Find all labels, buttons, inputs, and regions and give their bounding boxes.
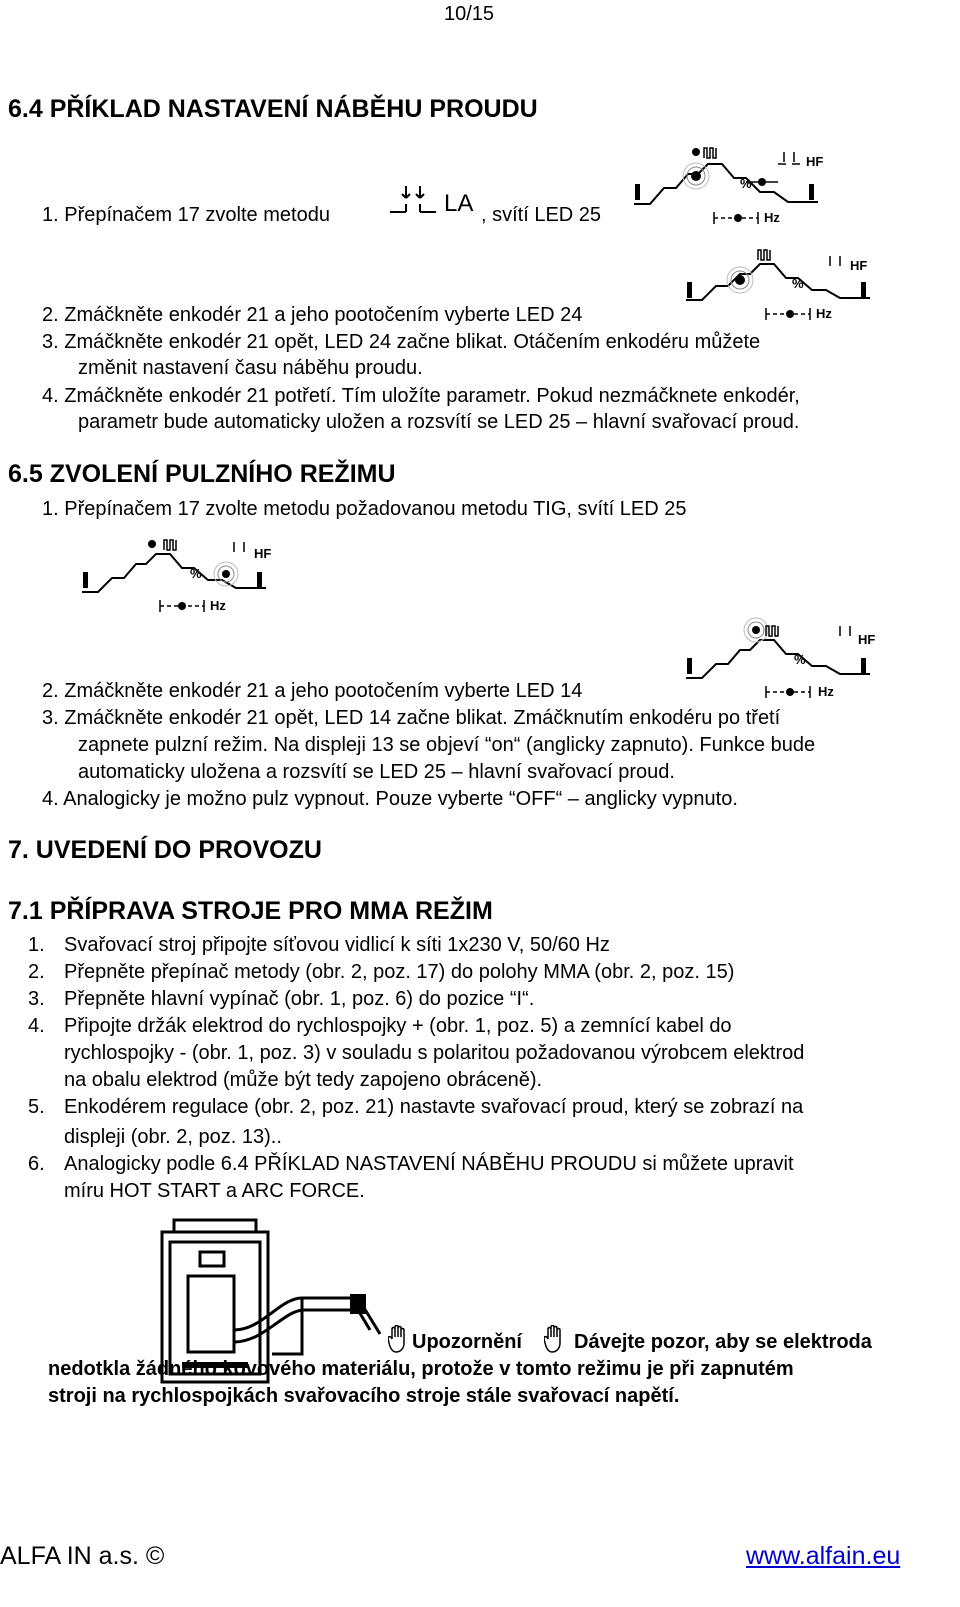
warning-text-line3: stroji na rychlospojkách svařovacího stroje stále svařovací napětí. xyxy=(48,1385,680,1407)
percent-label: % xyxy=(190,566,202,581)
percent-label: % xyxy=(792,276,804,291)
sec65-step4: 4. Analogicky je možno pulz vypnout. Pouze vyberte “OFF“ – anglicky vypnuto. xyxy=(42,788,738,810)
hand-icon xyxy=(544,1325,568,1358)
sec64-step3-line2: změnit nastavení času náběhu proudu. xyxy=(78,357,423,379)
sec65-step3-line3: automaticky uložena a rozsvítí se LED 25 – hlavní svařovací proud. xyxy=(78,761,675,783)
led-panel-diagram xyxy=(680,246,880,328)
sec71-item-num: 6. xyxy=(28,1153,45,1175)
sec65-step3-line1: 3. Zmáčkněte enkodér 21 opět, LED 14 začne blikat. Zmáčknutím enkodéru po třetí xyxy=(42,707,781,729)
hf-label: HF xyxy=(254,546,272,561)
sec71-item-line: míru HOT START a ARC FORCE. xyxy=(64,1180,365,1202)
sec64-step3-line1: 3. Zmáčkněte enkodér 21 opět, LED 24 začne blikat. Otáčením enkodéru můžete xyxy=(42,331,761,353)
warning-label: Upozornění xyxy=(412,1331,522,1353)
sec71-item-line: Analogicky podle 6.4 PŘÍKLAD NASTAVENÍ NÁBĚHU PROUDU si můžete upravit xyxy=(64,1153,794,1175)
page-number: 10/15 xyxy=(444,3,495,25)
la-method-icon xyxy=(388,182,480,222)
warning-text-line2: nedotkla žádného kovového materiálu, protože v tomto režimu je při zapnutém xyxy=(48,1358,794,1380)
sec64-step1-a: 1. Přepínačem 17 zvolte metodu xyxy=(42,204,330,226)
hz-label: Hz xyxy=(210,598,226,613)
sec71-item-line: rychlospojky - (obr. 1, poz. 3) v souladu s polaritou požadovanou výrobcem elektrod xyxy=(64,1042,805,1064)
sec71-item-line: Připojte držák elektrod do rychlospojky + (obr. 1, poz. 5) a zemnící kabel do xyxy=(64,1015,732,1037)
sec71-item-num: 2. xyxy=(28,961,45,983)
hz-label: Hz xyxy=(764,210,780,225)
sec65-step1: 1. Přepínačem 17 zvolte metodu požadovanou metodu TIG, svítí LED 25 xyxy=(42,498,687,520)
sec71-item-num: 1. xyxy=(28,934,45,956)
hf-label: HF xyxy=(858,632,876,647)
hand-icon xyxy=(388,1325,412,1358)
percent-label: % xyxy=(794,652,806,667)
sec71-item-line: Přepněte přepínač metody (obr. 2, poz. 17) do polohy MMA (obr. 2, poz. 15) xyxy=(64,961,735,983)
sec65-step2: 2. Zmáčkněte enkodér 21 a jeho pootočením vyberte LED 14 xyxy=(42,680,583,702)
warning-text-line1: Dávejte pozor, aby se elektroda xyxy=(574,1331,872,1353)
sec64-step2: 2. Zmáčkněte enkodér 21 a jeho pootočením vyberte LED 24 xyxy=(42,304,583,326)
heading-7-1: 7.1 PŘÍPRAVA STROJE PRO MMA REŽIM xyxy=(8,897,493,925)
hf-label: HF xyxy=(850,258,868,273)
sec65-step3-line2: zapnete pulzní režim. Na displeji 13 se objeví “on“ (anglicky zapnuto). Funkce bude xyxy=(78,734,816,756)
led-panel-diagram xyxy=(628,142,828,234)
sec71-item-line: Enkodérem regulace (obr. 2, poz. 21) nastavte svařovací proud, který se zobrazí na xyxy=(64,1096,804,1118)
heading-6-5: 6.5 ZVOLENÍ PULZNÍHO REŽIMU xyxy=(8,460,396,488)
led-panel-diagram xyxy=(680,616,880,704)
hf-label: HF xyxy=(806,154,824,169)
hz-label: Hz xyxy=(816,306,832,321)
sec71-item-num: 4. xyxy=(28,1015,45,1037)
sec71-item-line: na obalu elektrod (může být tedy zapojeno obráceně). xyxy=(64,1069,543,1091)
percent-label: % xyxy=(740,176,752,191)
sec71-item-line: Svařovací stroj připojte síťovou vidlicí k síti 1x230 V, 50/60 Hz xyxy=(64,934,610,956)
heading-6-4: 6.4 PŘÍKLAD NASTAVENÍ NÁBĚHU PROUDU xyxy=(8,95,538,123)
heading-7: 7. UVEDENÍ DO PROVOZU xyxy=(8,836,322,864)
hz-label: Hz xyxy=(818,684,834,699)
sec71-item-line: Přepněte hlavní vypínač (obr. 1, poz. 6) do pozice “I“. xyxy=(64,988,535,1010)
sec71-item-num: 3. xyxy=(28,988,45,1010)
footer-company: ALFA IN a.s. © xyxy=(0,1542,165,1570)
sec64-step4-line2: parametr bude automaticky uložen a rozsvítí se LED 25 – hlavní svařovací proud. xyxy=(78,411,800,433)
sec64-step1-b: , svítí LED 25 xyxy=(481,204,602,226)
led-panel-diagram xyxy=(76,532,276,620)
sec64-step4-line1: 4. Zmáčkněte enkodér 21 potřetí. Tím uložíte parametr. Pokud nezmáčknete enkodér, xyxy=(42,385,800,407)
la-label: LA xyxy=(444,190,474,217)
sec71-item-line: displeji (obr. 2, poz. 13).. xyxy=(64,1126,282,1148)
footer-website-link[interactable]: www.alfain.eu xyxy=(746,1542,901,1570)
sec71-item-num: 5. xyxy=(28,1096,45,1118)
